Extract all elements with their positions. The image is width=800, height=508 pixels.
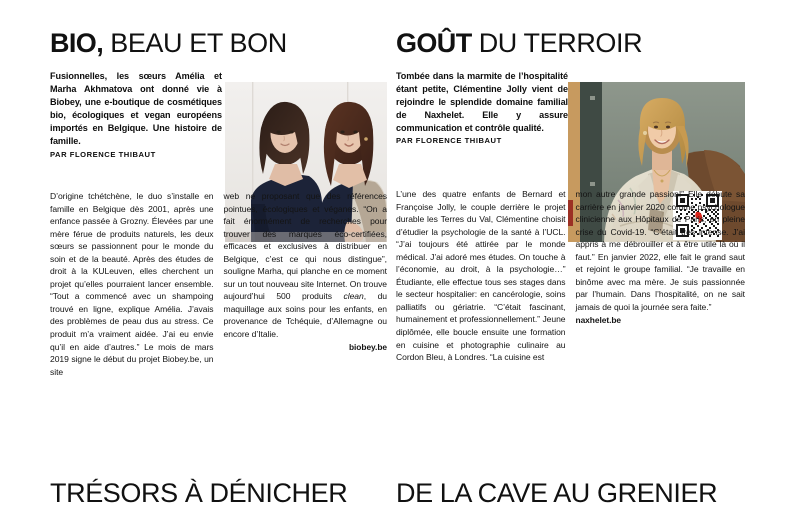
article-bio-col2-italic: clean <box>343 291 364 302</box>
article-bio-column-2 <box>224 190 388 378</box>
article-gout-column-2 <box>576 188 746 364</box>
article-gout-site-credit[interactable]: naxhelet.be <box>575 315 622 326</box>
article-gout-byline: PAR FLORENCE THIBAUT <box>396 136 502 146</box>
article-gout-headline <box>396 28 741 58</box>
article-bio-column-1 <box>50 190 214 378</box>
article-gout-standfirst <box>396 70 568 145</box>
article-gout-intro-text: Tombée dans la marmite de l’hospitalité étant petite, Clémentine Jolly vient de rejoindre le splendide domaine familial de Naxhelet. Elle y assure communication et contrôle qualité. <box>396 71 568 134</box>
article-bio-col2-part-b: , du maquillage aux soins pour les enfants, en provenance de Tchéquie, d’Allemagne ou encore d’Italie. <box>223 291 387 340</box>
headline-cave-strong: DE LA CAVE <box>396 478 548 508</box>
article-bio-body <box>50 190 387 378</box>
article-bio-standfirst <box>50 70 222 159</box>
article-gout-column-1-text: L’une des quatre enfants de Bernard et Françoise Jolly, le couple derrière le projet durable les Terres du Val, Clémentine choisit d’étudier la psychologie de la santé à l’UCL. “J’ai toujours été attirée par le monde médical. J’ai adoré mes études. On touche à l’économie, au droit, à la psychologie…” Étudiante, elle effectue tous ses stages dans le secteur hospitalier: en cancérologie, soins palliatifs ou gériatrie. “C’était fascinant, humainement et professionnellement.” Jeune diplômée, elle boucle ensuite une formation en cuisine et photographie culinaire au Cordon Bleu, à Londres. “La cuisine est <box>396 189 566 363</box>
headline-tresors-strong: TRÉSORS <box>50 478 178 508</box>
article-gout-column-1 <box>396 188 566 364</box>
article-gout-headline-light: DU TERROIR <box>471 28 643 58</box>
article-bio-headline <box>50 28 395 58</box>
headline-de-la-cave-au-grenier <box>396 478 717 508</box>
article-bio-column-1-text: D’origine tchétchène, le duo s’installe en famille en Belgique dès 2001, après une enfance passée à Grozny. Élevées par une mère férue de produits naturels, les deux sœurs se passionnent pour le monde du soin et de la beauté. Après des études de droit à la KULeuven, elles cherchent un projet qu’elles pourraient lancer ensemble. “Tout a commencé avec un shampoing trouvé en ligne, explique Amélia. J’avais des problèmes de peau dus au stress. Ce produit m’a vraiment aidée. J’ai eu envie qu’il en aide d’autres.” Le mois de mars 2019 signe le début du projet Biobey.be, un site <box>50 191 214 377</box>
article-bio-headline-light: BEAU ET BON <box>103 28 287 58</box>
article-gout-headline-strong: GOÛT <box>396 28 472 58</box>
article-bio-intro-text: Fusionnelles, les sœurs Amélia et Marha Akhmatova ont donné vie à Biobey, une e-boutique de cosmétiques bio, écologiques et vegan européens importés en Belgique. Une histoire de famille. <box>50 71 222 147</box>
article-gout-body <box>396 188 745 364</box>
headline-tresors-light: À DÉNICHER <box>177 478 348 508</box>
article-bio-column-2-text <box>224 190 388 353</box>
article-bio-headline-strong: BIO, <box>50 28 104 58</box>
article-gout-column-2-text: mon autre grande passion!” Elle débute sa carrière en janvier 2020 comme psychologue clinicienne aux Hôpitaux de Paris, en pleine crise du Covid-19. “C’était très intense. J’ai appris à me débrouiller et à être utile là où il faut.” En janvier 2022, elle fait le grand saut et rejoint le groupe familial. “Je travaille en binôme avec ma mère. Je suis passionnée par l’humain. Dans l’hospitalité, on ne sait jamais de quoi la journée sera faite.” <box>575 189 745 312</box>
article-bio-site-credit[interactable]: biobey.be <box>348 341 387 352</box>
headline-cave-light: AU GRENIER <box>547 478 718 508</box>
article-bio-byline: PAR FLORENCE THIBAUT <box>50 149 156 159</box>
article-bio-col2-part-a: web ne proposant que des références pointues, écologiques et véganes. “On a fait énormément de recherches pour trouver des marques éco-certifiées, efficaces et exclusives à distribuer en Belgique, c’est ce qui nous distingue”, souligne Marha, qui planche en ce moment sur un tout nouveau site Internet. On trouve aujourd’hui 500 produits <box>223 191 387 302</box>
headline-tresors-a-denicher <box>50 478 347 508</box>
